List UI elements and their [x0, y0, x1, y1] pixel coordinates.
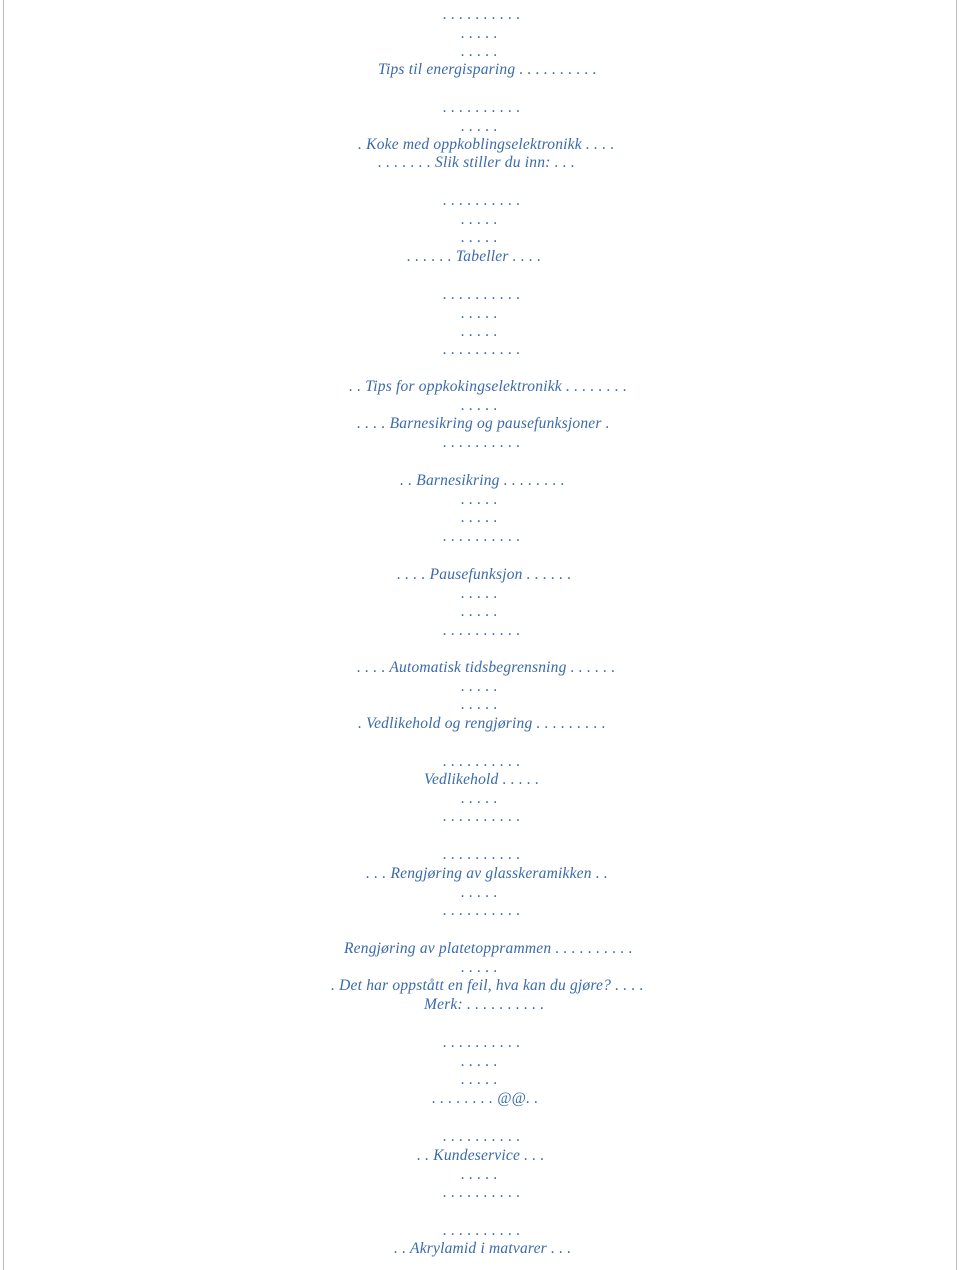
toc-line: . . . . . . . . . . — [443, 528, 521, 545]
toc-line: . . . . . . . . @@. . — [432, 1090, 539, 1107]
toc-line[interactable]: . . Kundeservice . . . — [417, 1147, 545, 1164]
toc-line[interactable]: . Vedlikehold og rengjøring . . . . . . . . . — [358, 715, 606, 732]
toc-line[interactable]: . Koke med oppkoblingselektronikk . . . . — [358, 136, 615, 153]
toc-line: . . . . . . . . . . — [443, 1034, 521, 1051]
toc-line[interactable]: . . Barnesikring . . . . . . . . — [400, 472, 565, 489]
toc-line[interactable]: . . . . Barnesikring og pausefunksjoner . — [357, 415, 610, 432]
toc-line: . . . . . . . . . . — [443, 902, 521, 919]
toc-line: . . . . . — [461, 1071, 498, 1088]
toc-line: . . . . . . . . . . — [443, 434, 521, 451]
toc-line: . . . . . — [461, 323, 498, 340]
toc-line[interactable]: Vedlikehold . . . . . — [424, 771, 540, 788]
toc-line: . . . . . — [461, 25, 498, 42]
toc-line[interactable]: . . . Rengjøring av glasskeramikken . . — [366, 865, 608, 882]
toc-line: . . . . . . . . . . — [443, 1128, 521, 1145]
toc-line[interactable]: . Det har oppstått en feil, hva kan du gjøre? . . . . — [331, 977, 644, 994]
toc-line: . . . . . — [461, 229, 498, 246]
toc-line: . . . . . — [461, 884, 498, 901]
toc-line: . . . . . — [461, 603, 498, 620]
toc-line: . . . . . — [461, 678, 498, 695]
toc-line: . . . . . — [461, 1166, 498, 1183]
toc-line: . . . . . — [461, 790, 498, 807]
toc-line: . . . . . . . . . . — [443, 846, 521, 863]
toc-line: . . . . . . . . . . — [443, 753, 521, 770]
toc-line[interactable]: . . Tips for oppkokingselektronikk . . . . . . . . — [349, 378, 628, 395]
toc-line: . . . . . — [461, 397, 498, 414]
toc-line: . . . . . — [461, 491, 498, 508]
toc-line: . . . . . . . . . . — [443, 286, 521, 303]
toc-line: . . . . . . . . . . — [443, 1222, 521, 1239]
toc-line: . . . . . . . . . . — [443, 6, 521, 23]
toc-line: . . . . . . . . . . — [443, 192, 521, 209]
toc-line: . . . . . — [461, 118, 498, 135]
toc-line: . . . . . — [461, 1053, 498, 1070]
toc-line: . . . . . — [461, 211, 498, 228]
toc-line[interactable]: . . . . . . . Slik stiller du inn: . . . — [378, 154, 576, 171]
toc-line[interactable]: Tips til energisparing . . . . . . . . . . — [378, 61, 597, 78]
toc-line: . . . . . . . . . . — [443, 622, 521, 639]
toc-line: . . . . . — [461, 585, 498, 602]
toc-line: . . . . . . . . . . — [443, 341, 521, 358]
toc-line[interactable]: . . . . Automatisk tidsbegrensning . . . . . . — [357, 659, 616, 676]
toc-line[interactable]: . . . . Pausefunksjon . . . . . . — [397, 566, 572, 583]
toc-line: . . . . . — [461, 959, 498, 976]
toc-line[interactable]: Rengjøring av platetopprammen . . . . . . . . . . — [344, 940, 633, 957]
toc-line: . . . . . — [461, 696, 498, 713]
toc-line: . . . . . — [461, 305, 498, 322]
toc-line[interactable]: Merk: . . . . . . . . . . — [424, 996, 545, 1013]
toc-line: . . . . . . . . . . — [443, 99, 521, 116]
toc-line: . . . . . . . . . . — [443, 1184, 521, 1201]
toc-line[interactable]: . . . . . . Tabeller . . . . — [407, 248, 542, 265]
toc-line: . . . . . . . . . . — [443, 808, 521, 825]
toc-line: . . . . . — [461, 43, 498, 60]
toc-line[interactable]: . . Akrylamid i matvarer . . . — [394, 1240, 572, 1257]
toc-line: . . . . . — [461, 509, 498, 526]
